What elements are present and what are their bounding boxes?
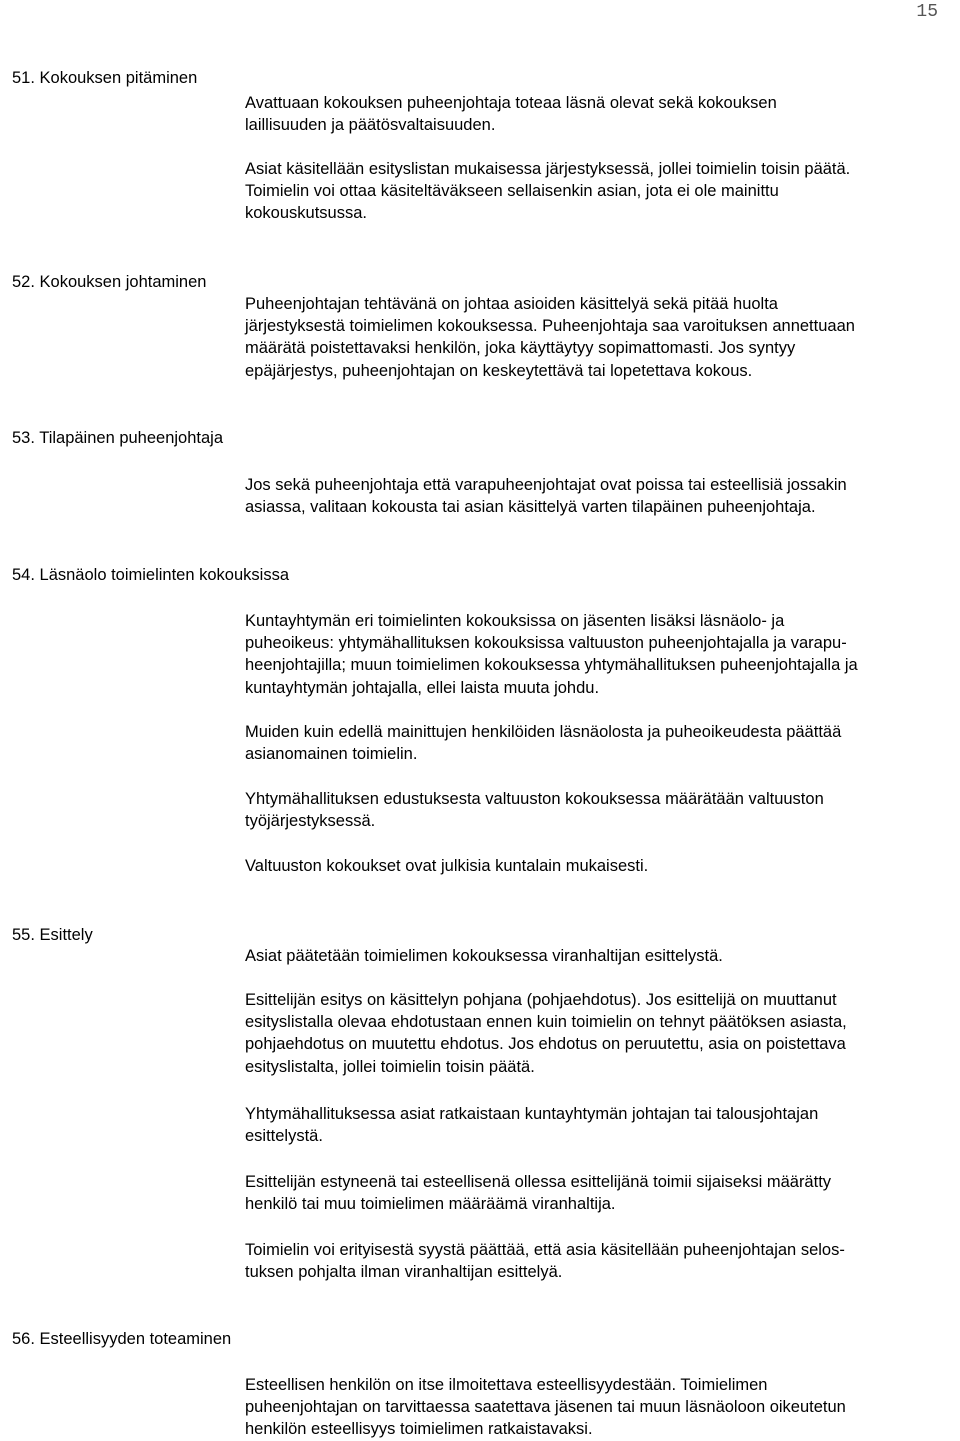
text-line: Esteellisen henkilön on itse ilmoitettava esteellisyydestään. Toimielimen — [245, 1376, 768, 1394]
paragraph — [245, 788, 945, 832]
text-line: Avattuaan kokouksen puheenjohtaja toteaa läsnä olevat sekä kokouksen — [245, 94, 777, 112]
text-line: kokouskutsussa. — [245, 204, 367, 223]
text-line: Toimielin voi erityisestä syystä päättää, että asia käsitellään puheenjohtajan selos- — [245, 1241, 845, 1259]
text-line: heenjohtajilla; muun toimielimen kokouksessa yhtymähallituksen puheenjohtajalla ja — [245, 656, 858, 675]
text-line: Kuntayhtymän eri toimielinten kokouksissa on jäsenten lisäksi läsnäolo- ja — [245, 612, 785, 630]
section-heading-51: 51. Kokouksen pitäminen — [12, 69, 198, 87]
section-heading-56: 56. Esteellisyyden toteaminen — [12, 1330, 232, 1348]
text-line: henkilö tai muu toimielimen määräämä viranhaltija. — [245, 1195, 616, 1214]
paragraph — [245, 1239, 945, 1283]
text-line: Asiat käsitellään esityslistan mukaisessa järjestyksessä, jollei toimielin toisin päätä. — [245, 160, 851, 178]
text-line: Puheenjohtajan tehtävänä on johtaa asioiden käsittelyä sekä pitää huolta — [245, 295, 778, 313]
text-line: esittelystä. — [245, 1127, 323, 1146]
text-line: esityslistalta, jollei toimielin toisin päätä. — [245, 1057, 535, 1076]
text-line: Toimielin voi ottaa käsiteltäväkseen sellaisenkin asian, jota ei ole mainittu — [245, 182, 779, 201]
text-line: Yhtymähallituksessa asiat ratkaistaan kuntayhtymän johtajan tai talousjohtajan — [245, 1105, 819, 1123]
paragraph — [245, 610, 945, 699]
text-line: työjärjestyksessä. — [245, 812, 376, 831]
section-heading-52: 52. Kokouksen johtaminen — [12, 273, 207, 291]
text-line: kuntayhtymän johtajalla, ellei laista muuta johdu. — [245, 678, 600, 697]
text-line: pohjaehdotus on muutettu ehdotus. Jos ehdotus on peruutettu, asia on poistettava — [245, 1035, 846, 1054]
paragraph — [245, 1171, 945, 1215]
text-line: henkilön esteellisyys toimielimen ratkaistavaksi. — [245, 1420, 593, 1439]
paragraph — [245, 1103, 945, 1147]
paragraph — [245, 721, 945, 765]
page-number: 15 — [916, 2, 938, 22]
text-line: asiassa, valitaan kokousta tai asian käsittelyä varten tilapäinen puheenjohtaja. — [245, 498, 816, 517]
paragraph — [245, 1374, 945, 1441]
section-heading-53: 53. Tilapäinen puheenjohtaja — [12, 429, 224, 447]
text-line: asianomainen toimielin. — [245, 745, 418, 764]
paragraph — [245, 158, 945, 225]
paragraph — [245, 293, 945, 382]
text-line: Valtuuston kokoukset ovat julkisia kuntalain mukaisesti. — [245, 857, 649, 875]
section-heading-54: 54. Läsnäolo toimielinten kokouksissa — [12, 566, 289, 584]
section-heading-55: 55. Esittely — [12, 926, 93, 944]
text-line: Asiat päätetään toimielimen kokouksessa viranhaltijan esittelystä. — [245, 947, 723, 965]
paragraph — [245, 474, 945, 518]
text-line: esityslistalla olevaa ehdotustaan ennen kuin toimielin on tehnyt päätöksen asiasta, — [245, 1013, 847, 1032]
text-line: Muiden kuin edellä mainittujen henkilöiden läsnäolosta ja puheoikeudesta päättää — [245, 723, 842, 741]
text-line: laillisuuden ja päätösvaltaisuuden. — [245, 116, 496, 135]
text-line: Esittelijän esitys on käsittelyn pohjana (pohjaehdotus). Jos esittelijä on muuttanut — [245, 991, 837, 1009]
text-line: Jos sekä puheenjohtaja että varapuheenjohtajat ovat poissa tai esteellisiä jossakin — [245, 476, 847, 494]
paragraph — [245, 989, 945, 1078]
paragraph — [245, 92, 945, 136]
text-line: epäjärjestys, puheenjohtajan on keskeytettävä tai lopetettava kokous. — [245, 361, 753, 380]
text-line: Esittelijän estyneenä tai esteellisenä ollessa esittelijänä toimii sijaiseksi määrätty — [245, 1173, 832, 1191]
text-line: Yhtymähallituksen edustuksesta valtuuston kokouksessa määrätään valtuuston — [245, 790, 824, 808]
text-line: järjestyksestä toimielimen kokouksessa. Puheenjohtaja saa varoituksen annettuaan — [245, 317, 855, 336]
text-line: tuksen pohjalta ilman viranhaltijan esittelyä. — [245, 1263, 563, 1282]
paragraph — [245, 945, 945, 967]
text-line: puheenjohtajan on tarvittaessa saatettava jäsenen tai muun läsnäoloon oikeutetun — [245, 1398, 846, 1417]
text-line: puheoikeus: yhtymähallituksen kokouksissa valtuuston puheenjohtajalla ja varapu- — [245, 634, 847, 653]
text-line: määrätä poistettavaksi henkilön, joka käyttäytyy sopimattomasti. Jos syntyy — [245, 339, 796, 358]
paragraph — [245, 855, 945, 877]
